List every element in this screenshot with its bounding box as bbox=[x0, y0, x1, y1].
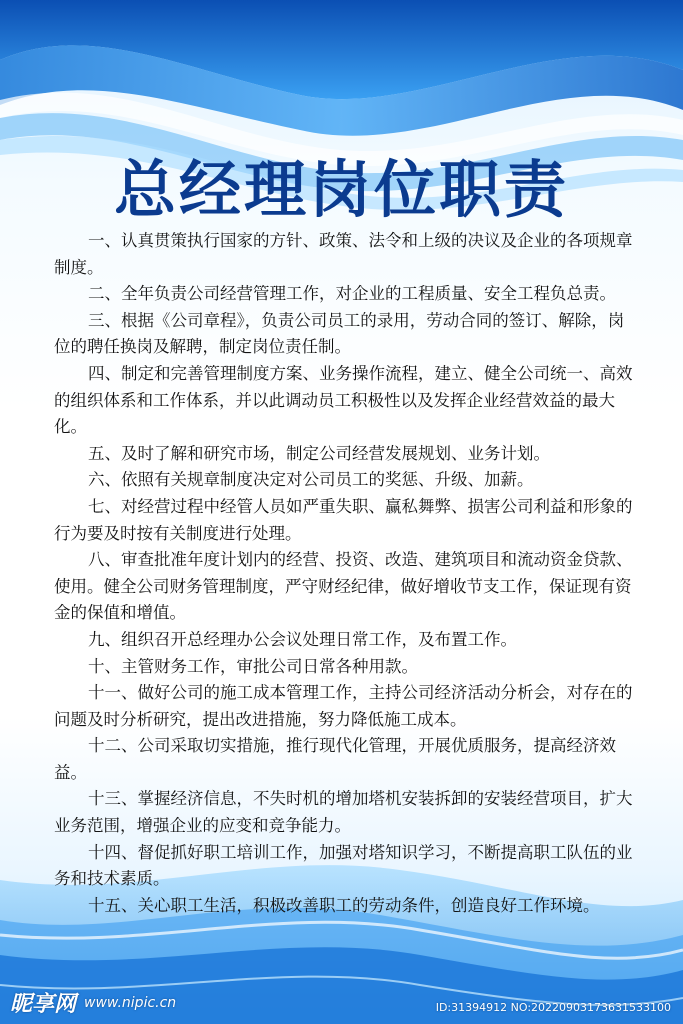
watermark-id: ID:31394912 NO:20220903173631533100 bbox=[435, 1001, 671, 1014]
duty-item-6: 六、依照有关规章制度决定对公司员工的奖惩、升级、加薪。 bbox=[88, 470, 534, 490]
duty-item-13: 十三、掌握经济信息，不失时机的增加塔机安装拆卸的安装经营项目，扩大业务范围，增强企业的应变和竞争能力。 bbox=[54, 789, 633, 836]
page-title: 总经理岗位职责 bbox=[113, 153, 569, 226]
duty-item-4: 四、制定和完善管理制度方案、业务操作流程，建立、健全公司统一、高效的组织体系和工作体系，并以此调动员工积极性以及发挥企业经营效益的最大化。 bbox=[54, 363, 633, 437]
duty-item-9: 九、组织召开总经理办公会议处理日常工作，及布置工作。 bbox=[88, 629, 517, 649]
duty-item-8: 八、审查批准年度计划内的经营、投资、改造、建筑项目和流动资金贷款、使用。健全公司财务管理制度，严守财经纪律，做好增收节支工作，保证现有资金的保值和增值。 bbox=[54, 550, 633, 623]
duty-item-10: 十、主管财务工作，审批公司日常各种用款。 bbox=[88, 656, 418, 676]
duty-item-15: 十五、关心职工生活，积极改善职工的劳动条件，创造良好工作环境。 bbox=[88, 895, 600, 915]
duty-item-7: 七、对经营过程中经管人员如严重失职、赢私舞弊、损害公司利益和形象的行为要及时按有关制度进行处理。 bbox=[54, 496, 633, 543]
duty-item-2: 二、全年负责公司经营管理工作，对企业的工程质量、安全工程负总责。 bbox=[88, 284, 616, 304]
duty-item-1: 一、认真贯策执行国家的方针、政策、法令和上级的决议及企业的各项规章制度。 bbox=[54, 231, 633, 277]
duty-item-12: 十二、公司采取切实措施，推行现代化管理，开展优质服务，提高经济效益。 bbox=[54, 736, 616, 782]
duty-item-5: 五、及时了解和研究市场，制定公司经营发展规划、业务计划。 bbox=[88, 443, 550, 463]
watermark bbox=[10, 987, 176, 1018]
duty-item-3: 三、根据《公司章程》，负责公司员工的录用，劳动合同的签订、解除，岗位的聘任换岗及解聘，制定岗位责任制。 bbox=[54, 310, 625, 357]
duty-item-11: 十一、做好公司的施工成本管理工作，主持公司经济活动分析会，对存在的问题及时分析研究，提出改进措施，努力降低施工成本。 bbox=[54, 683, 633, 729]
watermark-logo: 昵享网 bbox=[10, 992, 77, 1017]
duty-item-14: 十四、督促抓好职工培训工作，加强对塔知识学习，不断提高职工队伍的业务和技术素质。 bbox=[54, 842, 633, 889]
watermark-url: www.nipic.cn bbox=[84, 994, 177, 1011]
duty-list bbox=[54, 228, 634, 919]
